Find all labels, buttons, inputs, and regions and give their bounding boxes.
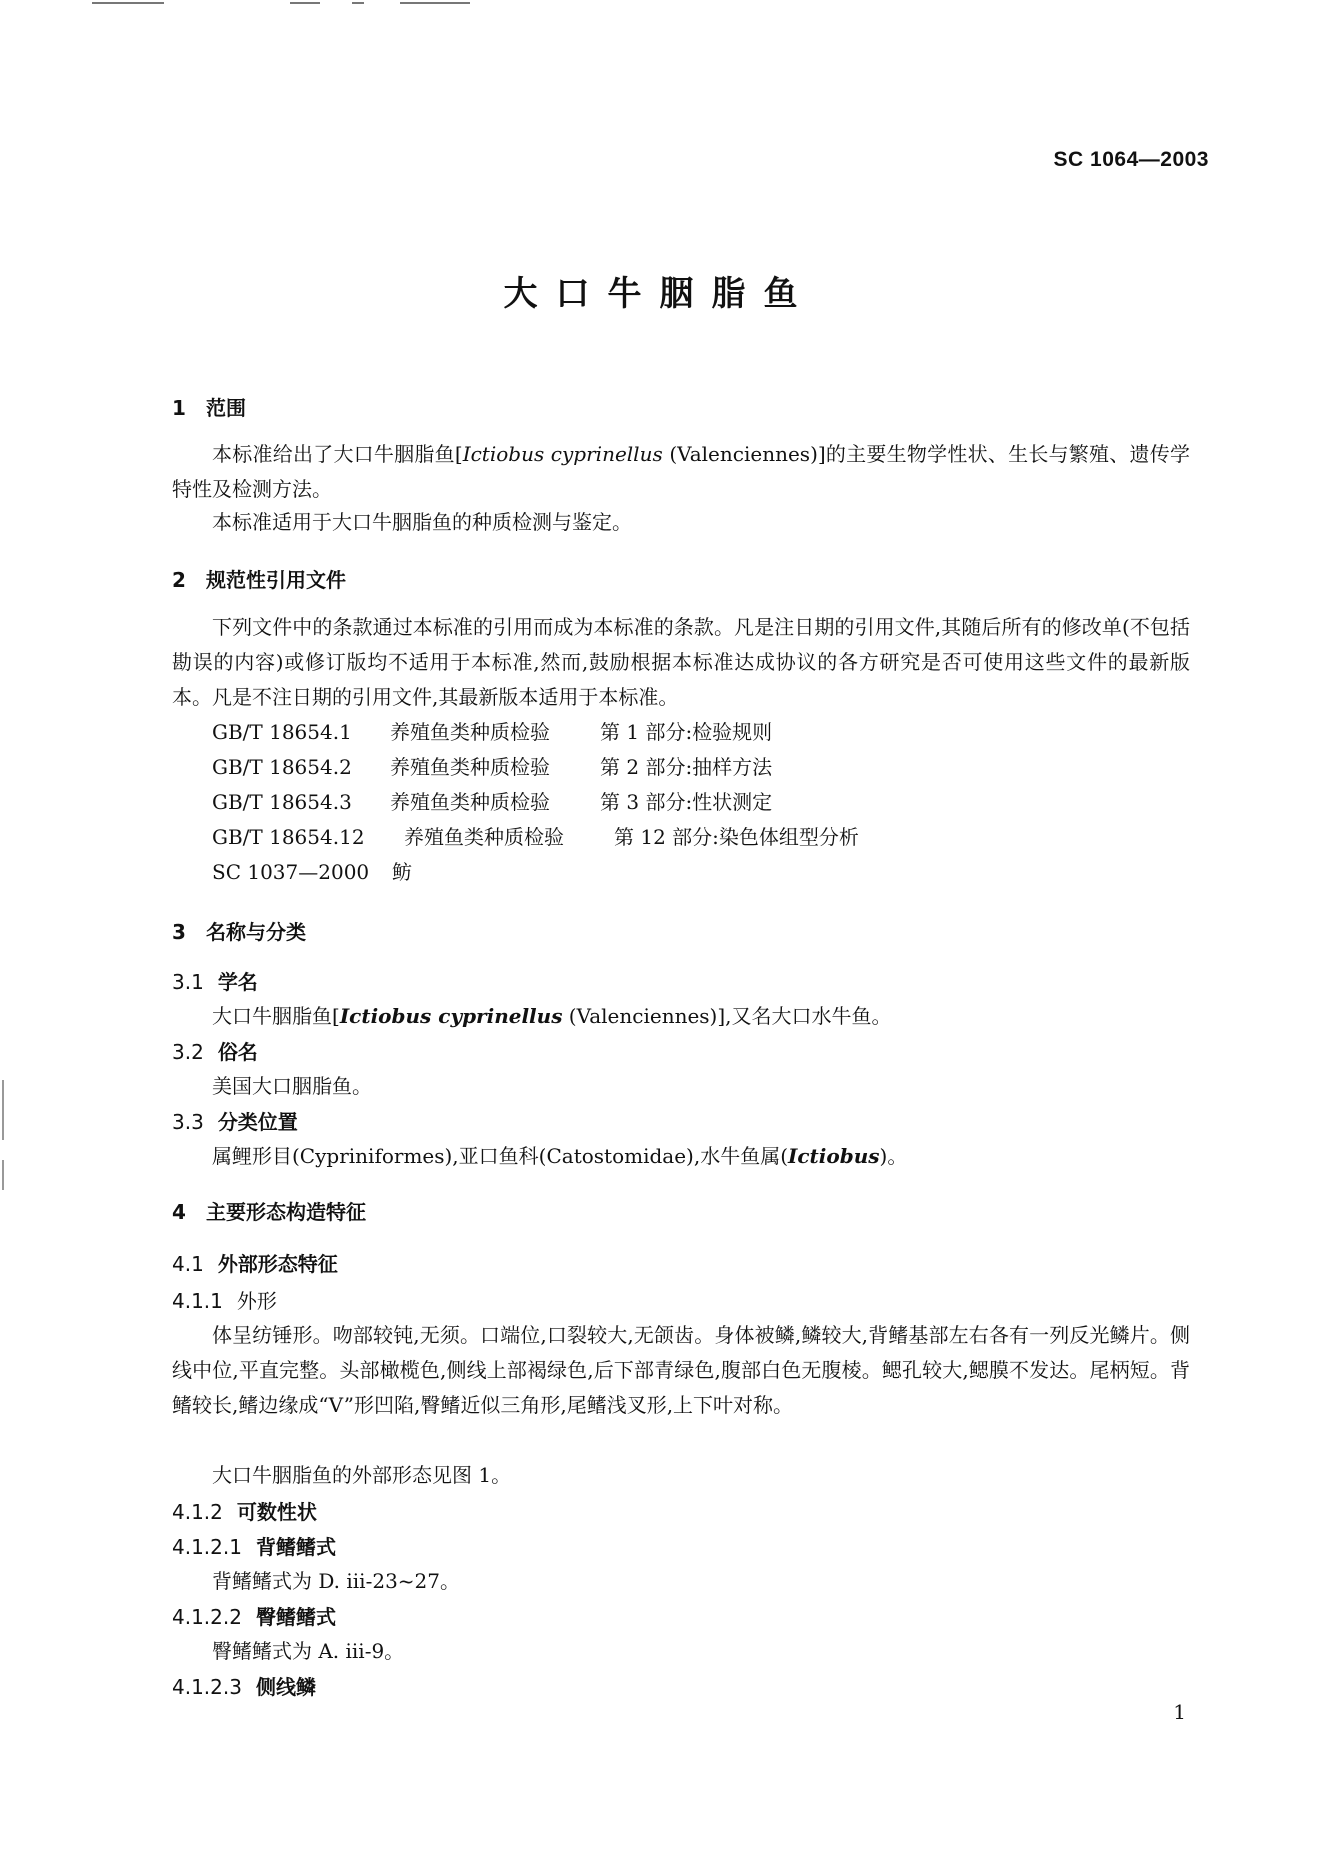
section-heading (172, 394, 246, 422)
reference-part: 第 2 部分:抽样方法 (600, 755, 773, 779)
scan-mark (400, 2, 470, 4)
scan-margin-mark (2, 1080, 4, 1140)
reference-item (172, 750, 859, 785)
reference-item (172, 820, 859, 855)
section-heading (172, 1198, 366, 1226)
text-run: 大口牛胭脂鱼[ (212, 1004, 340, 1028)
paragraph (172, 999, 892, 1034)
scan-mark (290, 2, 320, 4)
subsection-heading (172, 1533, 336, 1561)
subsection-number: 4.1.1 (172, 1289, 223, 1313)
subsection-heading (172, 968, 258, 996)
subsection-number: 4.1 (172, 1252, 204, 1276)
subsection-title: 外形 (236, 1289, 277, 1313)
subsection-title: 分类位置 (217, 1110, 298, 1134)
reference-item (172, 855, 859, 890)
reference-title: 养殖鱼类种质检验 (390, 720, 550, 744)
subsection-heading (172, 1108, 298, 1136)
paragraph: 臀鳍鳍式为 A. iii-9。 (212, 1639, 405, 1663)
section-title: 主要形态构造特征 (206, 1200, 366, 1224)
subsection-heading (172, 1603, 336, 1631)
subsection-title: 学名 (217, 970, 258, 994)
subsection-title: 可数性状 (236, 1500, 317, 1524)
section-title: 范围 (206, 396, 246, 420)
latin-name: Ictiobus cyprinellus (339, 1004, 563, 1028)
subsection-number: 4.1.2.3 (172, 1675, 242, 1699)
text-run: (Valenciennes)]的主要生物学性状、生长与繁殖、遗传学特性及检测方法。 (172, 442, 1190, 501)
reference-code: GB/T 18654.12 (212, 825, 365, 849)
subsection-number: 4.1.2 (172, 1500, 223, 1524)
reference-code: GB/T 18654.1 (212, 720, 352, 744)
subsection-heading (172, 1498, 317, 1526)
section-heading (172, 566, 346, 594)
subsection-title: 臀鳍鳍式 (255, 1605, 336, 1629)
reference-part: 第 12 部分:染色体组型分析 (614, 825, 859, 849)
reference-part: 第 3 部分:性状测定 (600, 790, 773, 814)
text-run: 本标准给出了大口牛胭脂鱼[ (212, 442, 463, 466)
reference-part: 第 1 部分:检验规则 (600, 720, 773, 744)
document-title: 大口牛胭脂鱼 (503, 274, 816, 314)
paragraph: 美国大口胭脂鱼。 (212, 1074, 372, 1098)
latin-name: Ictiobus cyprinellus (462, 442, 663, 466)
reference-item (172, 715, 859, 750)
paragraph (172, 437, 1190, 507)
reference-title: 养殖鱼类种质检验 (404, 825, 564, 849)
paragraph: 大口牛胭脂鱼的外部形态见图 1。 (212, 1463, 512, 1487)
section-title: 规范性引用文件 (206, 568, 346, 592)
paragraph (172, 1139, 907, 1174)
section-number: 3 (172, 920, 186, 944)
scan-margin-mark (2, 1160, 4, 1190)
subsection-number: 4.1.2.1 (172, 1535, 242, 1559)
paragraph: 背鳍鳍式为 D. iii-23~27。 (212, 1569, 460, 1593)
subsection-heading (172, 1250, 338, 1278)
subsection-number: 3.3 (172, 1110, 204, 1134)
subsection-heading (172, 1287, 277, 1315)
reference-code: GB/T 18654.2 (212, 755, 352, 779)
subsection-title: 外部形态特征 (217, 1252, 338, 1276)
paragraph: 下列文件中的条款通过本标准的引用而成为本标准的条款。凡是注日期的引用文件,其随后所有的修改单(不包括勘误的内容)或修订版均不适用于本标准,然而,鼓励根据本标准达成协议的各方研究是否可使用这些文件的最新版本。凡是不注日期的引用文件,其最新版本适用于本标准。 (172, 615, 1190, 709)
text-run: 属鲤形目(Cypriniformes),亚口鱼科(Catostomidae),水牛鱼属( (212, 1144, 789, 1168)
text-run: (Valenciennes)],又名大口水牛鱼。 (562, 1004, 892, 1028)
latin-name: Ictiobus (788, 1144, 880, 1168)
subsection-number: 3.1 (172, 970, 204, 994)
subsection-title: 背鳍鳍式 (255, 1535, 336, 1559)
text-run: )。 (879, 1144, 908, 1168)
section-number: 2 (172, 568, 186, 592)
reference-title: 养殖鱼类种质检验 (390, 790, 550, 814)
reference-code: GB/T 18654.3 (212, 790, 352, 814)
paragraph: 本标准适用于大口牛胭脂鱼的种质检测与鉴定。 (212, 510, 632, 534)
section-number: 1 (172, 396, 186, 420)
subsection-title: 侧线鳞 (255, 1675, 316, 1699)
reference-title: 养殖鱼类种质检验 (390, 755, 550, 779)
subsection-number: 3.2 (172, 1040, 204, 1064)
reference-item (172, 785, 859, 820)
scan-mark (92, 2, 164, 4)
section-title: 名称与分类 (206, 920, 306, 944)
standard-code: SC 1064—2003 (1053, 148, 1209, 171)
scan-mark (352, 2, 364, 4)
paragraph: 体呈纺锤形。吻部较钝,无须。口端位,口裂较大,无颌齿。身体被鳞,鳞较大,背鳍基部左右各有一列反光鳞片。侧线中位,平直完整。头部橄榄色,侧线上部褐绿色,后下部青绿色,腹部白色无腹棱。鳃孔较大,鳃膜不发达。尾柄短。背鳍较长,鳍边缘成“V”形凹陷,臀鳍近似三角形,尾鳍浅叉形,上下叶对称。 (172, 1323, 1190, 1417)
reference-list (172, 715, 859, 890)
section-heading (172, 918, 306, 946)
subsection-number: 4.1.2.2 (172, 1605, 242, 1629)
page-number: 1 (1173, 1700, 1186, 1724)
subsection-heading (172, 1673, 316, 1701)
reference-code: SC 1037—2000 (212, 860, 370, 884)
reference-title: 鲂 (392, 860, 412, 884)
subsection-title: 俗名 (217, 1040, 258, 1064)
section-number: 4 (172, 1200, 186, 1224)
subsection-heading (172, 1038, 258, 1066)
